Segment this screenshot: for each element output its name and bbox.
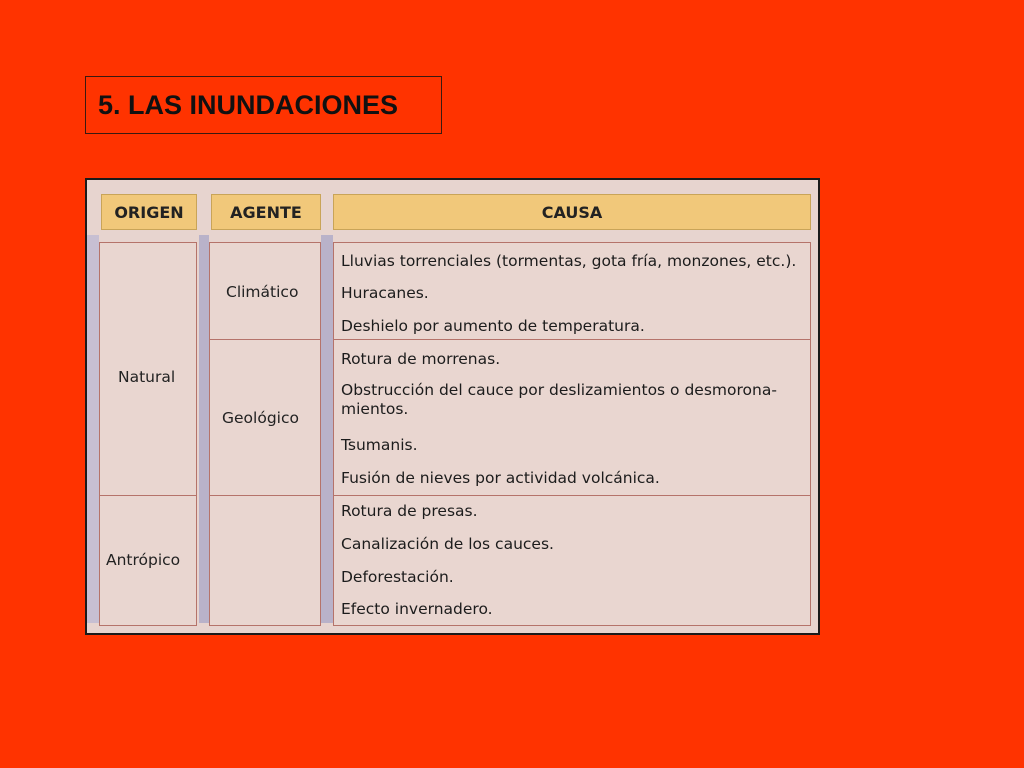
origen-natural: Natural	[118, 368, 176, 386]
causa-item: Tsumanis.	[341, 436, 418, 454]
agente-geologico: Geológico	[222, 409, 299, 427]
row-separator	[210, 495, 320, 496]
agente-column	[209, 242, 321, 626]
divider-bar	[199, 235, 209, 623]
row-separator	[334, 339, 810, 340]
causa-item: Fusión de nieves por actividad volcánica.	[341, 469, 660, 487]
scanned-table-image	[85, 178, 820, 635]
agente-climatico: Climático	[226, 283, 299, 301]
header-causa: CAUSA	[333, 194, 811, 230]
header-origen: ORIGEN	[101, 194, 197, 230]
row-separator	[210, 339, 320, 340]
causa-item: Deshielo por aumento de temperatura.	[341, 317, 645, 335]
causa-item: Rotura de presas.	[341, 502, 478, 520]
row-separator	[334, 495, 810, 496]
origen-antropico: Antrópico	[106, 551, 181, 569]
causa-item: Lluvias torrenciales (tormentas, gota fría, monzones, etc.).	[341, 252, 797, 270]
row-separator	[100, 495, 196, 496]
causa-item: Efecto invernadero.	[341, 600, 493, 618]
divider-bar	[321, 235, 333, 623]
origen-column	[99, 242, 197, 626]
causa-item: Canalización de los cauces.	[341, 535, 554, 553]
causa-item: Huracanes.	[341, 284, 429, 302]
divider-bar	[87, 235, 99, 623]
causa-item: Deforestación.	[341, 568, 454, 586]
causa-column	[333, 242, 811, 626]
causa-item: Rotura de morrenas.	[341, 350, 501, 368]
header-agente: AGENTE	[211, 194, 321, 230]
slide-title: 5. LAS INUNDACIONES	[85, 76, 442, 134]
causa-item: Obstrucción del cauce por deslizamientos o desmorona- mientos.	[341, 381, 777, 418]
